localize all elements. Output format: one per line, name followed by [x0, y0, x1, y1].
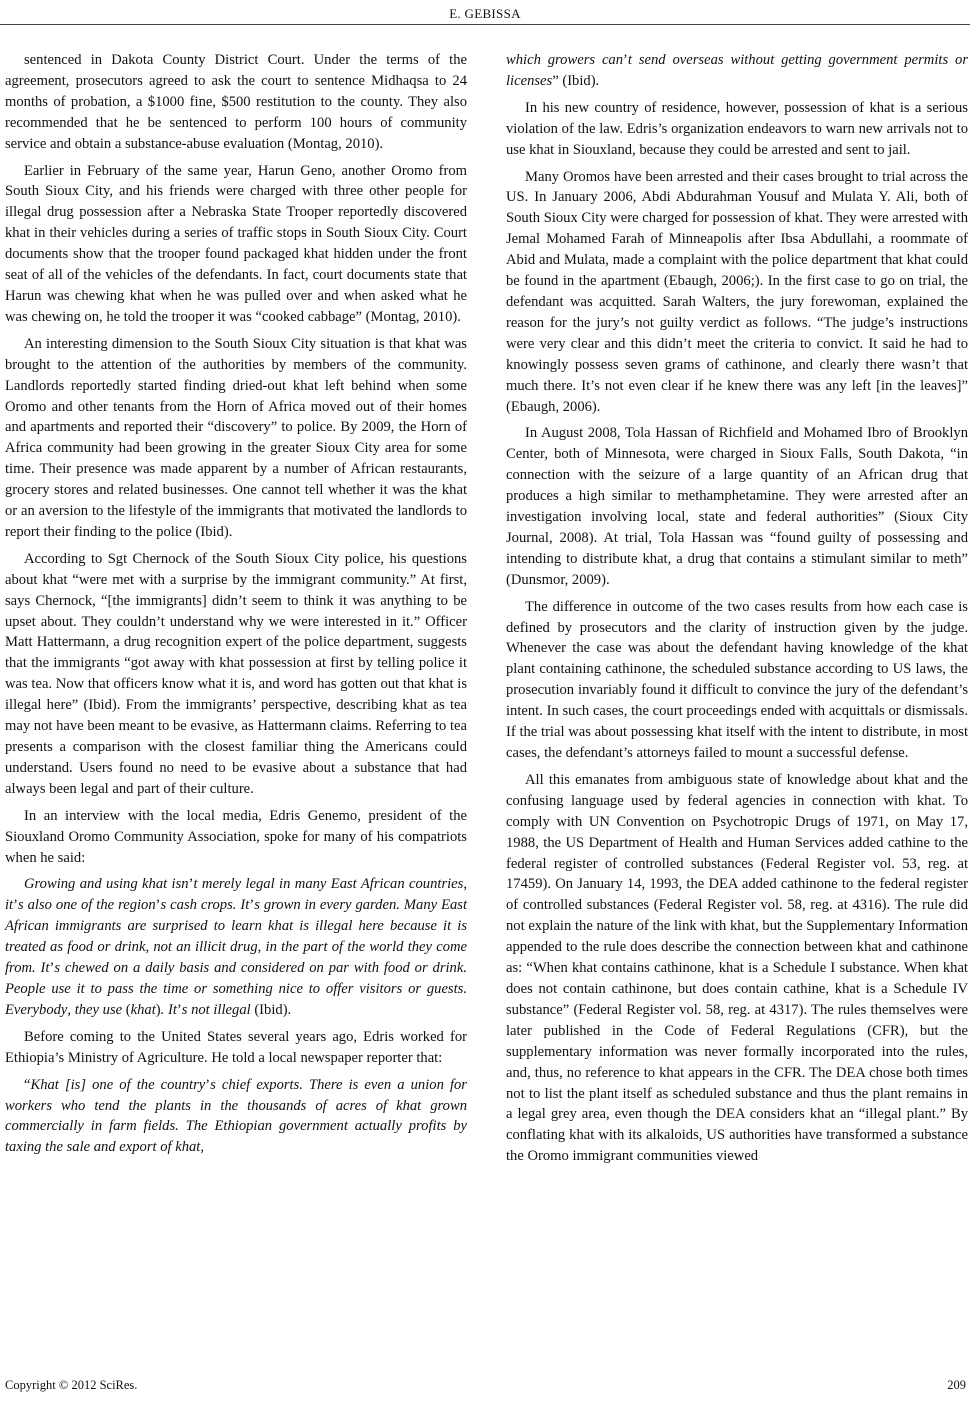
italic-text: Growing and using khat isn [24, 876, 189, 893]
italic-text: Khat [is] one of the country [30, 1076, 206, 1093]
paragraph [5, 1027, 467, 1069]
text-run: , [67, 1001, 75, 1018]
page-number: 209 [947, 1378, 966, 1392]
text-run: , [257, 939, 266, 956]
text-run: ’ [188, 876, 194, 893]
italic-text: s chief exports. There is even a union for workers who tend the plants in the thousands of acres of khat grown commercially in farm fields. The Ethiopian government actually profits by taxing the sale and export of khat [5, 1076, 467, 1156]
italic-text: it [5, 897, 14, 914]
text-run: , [463, 876, 467, 893]
italic-text: t send overseas without getting government permits or licenses [506, 52, 968, 89]
paragraph [5, 549, 467, 800]
italic-text: in the part of the world they come from. It [5, 939, 468, 977]
text-run: ’ [176, 1001, 182, 1018]
italic-text: they use [74, 1001, 123, 1018]
text-run: ’ [249, 897, 255, 914]
italic-text: s not illegal [181, 1001, 251, 1018]
text-run: “ [24, 1076, 31, 1093]
right-column [506, 50, 968, 1173]
text-run: In an interview with the local media, Edris Genemo, president of the Siouxland Oromo Community Association, spoke for many of his compatriots when he said: [5, 807, 467, 866]
text-run: Earlier in February of the same year, Harun Geno, another Oromo from South Sioux City, and his friends were charged with three other people for illegal drug possession after a Nebraska State Trooper reportedly discovered khat in their vehicles during a series of traffic stops in South Sioux City. Court documents show that the trooper found packaged khat hidden under the front seat of all of the vehicles of the defendants. In fact, court documents state that Harun was chewing khat when he was pulled over and when asked what he was chewing on, he told the trooper it was “cooked cabbage” (Montag, 2010). [5, 162, 467, 325]
text-run: The difference in outcome of the two cases results from how each case is defined by prosecutors and the clarity of instruction given by the judge. Whenever the case was about the defendant having knowledge of the khat plant containing cathinone, the scheduled substance according to US laws, the prosecution invariably found it difficult to convince the jury of the defendant’s intent. In such cases, the court proceedings ended with acquittals or dismissals. If the trial was about possessing khat itself with the intent to distribute, in most cases, the defendant’s attorneys failed to mount a successful defense. [506, 598, 968, 761]
left-column [5, 50, 467, 1164]
copyright-notice: Copyright © 2012 SciRes. [5, 1378, 138, 1392]
text-run: ’ [623, 52, 628, 68]
paragraph [506, 423, 968, 590]
text-run: All this emanates from ambiguous state of knowledge about khat and the confusing language used by federal agencies in connection with khat. To comply with UN Convention on Psychotropic Drugs of 1971, on May 17, 1988, the US Department of Health and Human Services added cathine to the federal register of controlled substances (Federal Register vol. 53, reg. at 17459). On January 14, 1993, the DEA added cathinone to the federal register of controlled substances (Federal Register vol. 58, reg. at 4316). The rule did not explain the nature of the link with khat, but the Supplementary Information appended to the rule does describe the connection between khat and cathinone as: “When khat contains cathinone, khat is a Schedule I substance. When khat does not contain cathinone, but does contain cathine, khat is a Schedule IV substance” (Federal Register vol. 58, reg. at 4317). The rules themselves were later published in the Code of Federal Regulations (CFR), but the supplementary information was never formally incorporated into the rules, and, thus, no reference to khat appears in the CFR. The DEA chose both times not to list the plant itself as scheduled substance and thus the plant remains in a legal grey area, even though the DEA considers khat an “illegal plant.” By conflating khat with its alkaloids, US authorities have transformed a substance the Oromo immigrant communities viewed [506, 771, 968, 1165]
paragraph [5, 806, 467, 869]
paragraph [5, 161, 467, 328]
italic-text: t merely legal in many East African countries [193, 876, 464, 893]
text-run: (Ibid). [250, 1001, 292, 1018]
text-run: In his new country of residence, however, possession of khat is a serious violation of the law. Edris’s organization endeavors to warn new arrivals not to use khat in Siouxland, because they could be arrested and sent to jail. [506, 99, 968, 158]
italic-text: s also one of the region [17, 897, 156, 914]
text-run: , [145, 939, 154, 956]
text-run: , [200, 1139, 205, 1156]
italic-text: not an illicit drug [153, 939, 258, 956]
paragraph [506, 770, 968, 1167]
text-run: ” (Ibid). [552, 72, 600, 89]
text-run: Before coming to the United States several years ago, Edris worked for Ethiopia’s Ministry of Agriculture. He told a local newspaper reporter that: [5, 1028, 467, 1066]
paragraph [506, 98, 968, 161]
paragraph [506, 597, 968, 764]
paragraph [506, 50, 968, 92]
italic-text: s grown in every garden. Many East African immigrants are surprised to learn khat is illegal here because it is treated as food or drink [5, 897, 468, 956]
italic-text: khat [130, 1001, 156, 1018]
text-run: ) [155, 1001, 161, 1018]
text-run: ’ [155, 897, 161, 914]
paragraph [5, 334, 467, 543]
text-run: In August 2008, Tola Hassan of Richfield and Mohamed Ibro of Brooklyn Center, both of Minnesota, were charged in Sioux Falls, South Dakota, “in connection with the seizure of a large quantity of an African drug that produces a high similar to methamphetamine. They were arrested after an investigation involving local, state and federal authorities” (Sioux City Journal, 2008). At trial, Tola Hassan was “found guilty of possessing and intending to distribute khat, a drug that contains a stimulant similar to meth” (Dunsmor, 2009). [506, 425, 968, 588]
paragraph [5, 1075, 467, 1159]
text-run: Many Oromos have been arrested and their cases brought to trial across the US. In January 2006, Abdi Abdurahman Yousuf and Mulata Y. Ali, both of South Sioux City were charged for possession of khat. They were arrested with Jemal Mohamed Farah of Minneapolis after Ibsa Abdullahi, a roommate of Abid and Mulata, made a complaint with the police department that khat could be found in the apartment (Ebaugh, 2006;). In the first case to go on trial, the defendant was acquitted. Sarah Walters, the jury forewoman, explained the reason for the jury’s not guilty verdict as follows. “The judge’s instructions were very clear and this didn’t meet the criteria to convict. It said he had to knowingly possess seven grams of cathinone, and clearly there wasn’t that much there. It’s not even clear if he knew there was any left [in the leaves]” (Ebaugh, 2006). [506, 168, 968, 415]
text-run: An interesting dimension to the South Sioux City situation is that khat was brought to the attention of the authorities by members of the community. Landlords reportedly started finding dried-out khat left behind when some Oromo and other tenants from the Horn of Africa moved out of their homes and apartments and reported their “discovery” to police. By 2009, the Horn of Africa community had been growing in the greater Sioux City area for some time. Their presence was made apparent by a number of African restaurants, grocery stores and related businesses. One cannot tell whether it was the khat or an aversion to the lifestyle of the immigrants that motivated the landlords to report their finding to the police (Ibid). [5, 335, 467, 540]
text-run: ’ [49, 960, 55, 977]
italic-text: . It [160, 1001, 177, 1018]
paragraph [506, 167, 968, 418]
text-run: ’ [13, 897, 18, 914]
text-run: According to Sgt Chernock of the South Sioux City police, his questions about khat “were met with a surprise by the immigrant community.” At first, says Chernock, “[the immigrants] didn’t seem to think it was anything to be upset about. They couldn’t understand why we were interested in it.” Officer Matt Hattermann, a drug recognition expert of the police department, suggests that the immigrants “got away with khat possession at first by telling police it was tea. Now that officers know what it is, and word has gotten out that khat is illegal here” (Ibid). From the immigrants’ perspective, describing khat as tea may not have been meant to be evasive, as Hattermann claims. Referring to tea presents a comparison with the closest familiar thing the Americans could understand. Users found no need to be evasive about a substance that had always been legal and part of their culture. [5, 550, 467, 797]
text-run: ( [122, 1001, 131, 1018]
text-run: sentenced in Dakota County District Court. Under the terms of the agreement, prosecutors agreed to ask the court to sentence Midhaqsa to 24 months of probation, a $1000 fine, $500 restitution to the county. They also recommended that he be sentenced to perform 100 hours of community service and obtain a substance-abuse evaluation (Montag, 2010). [5, 52, 467, 152]
header-rule [0, 24, 970, 25]
paragraph [5, 50, 467, 155]
italic-text: s cash crops. It [160, 897, 250, 914]
running-head: E. GEBISSA [449, 6, 521, 21]
paragraph [5, 874, 467, 1020]
text-run: ’ [205, 1076, 211, 1093]
italic-text: which growers can [506, 52, 624, 68]
italic-text: s chewed on a daily basis and considered on par with food or drink. People use it to pass the time or something nice to offer visitors or guests. Everybody [5, 960, 467, 1018]
